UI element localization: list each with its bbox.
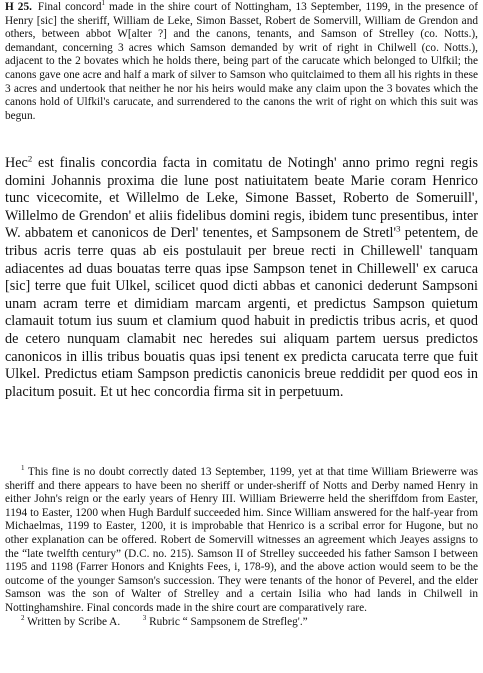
footnote-ref-2[interactable]: 2 [27,153,33,164]
summary-text: made in the shire court of Nottingham, 13 September, 1199, in the presence of Henry [sic] the sheriff, William de Leke, Simon Basset, Robert de Somervill, William de Grendon and others, between abbot W[alter ?] and the canons, tenants, and Samson of Strelley (co. Notts.), demandant, concerning 3 acres which Samson demanded by writ of right in Chilwell (co. Notts.), adjacent to the 2 bovates which he holds there, being part of the carucate which belonged to Ulfkil; the canons gave one acre and half a mark of silver to Samson who quitclaimed to them all his rights in these 3 acres and undertook that neither he nor his heirs would make any claim upon the 3 bovates which the canons hold of Ulfkil's carucate, and surrendered to the canons the writ of right on which this suit was begun. [5,1,479,122]
entry-number: H 25. [5,1,32,13]
latin-text [5,155,478,401]
footnote-ref-1[interactable]: 1 [101,0,106,8]
latin-body-a: est finalis concordia facta in comitatu de Notingh' anno primo regni regis domini Johannis proxima die lune post natiuitatem beate Marie coram Henrico tunc vicecomite, et Willelmo de Leke, Simone Basset, Roberto de Someruill', Willelmo de Grendon' et aliis fidelibus domini regis, ibidem tunc presentibus, inter W. abbatem et canonicos de Derl' tenentes, et Sampsonem de Stretl' [5,155,478,242]
footnote-2-text: Written by Scribe A. [24,615,121,628]
summary-lead: Final concord [37,1,102,13]
footnote-1-text: This fine is no doubt correctly dated 13 September, 1199, yet at that time William Briewerre was sheriff and there appears to have been no sheriff or under-sheriff of Notts and Derby named Henry in either John's reign or the early years of Henry III. William Briewerre held the sheriffdom from Easter, 1194 to Easter, 1200 when Hugh Bardulf succeeded him. Since William answered for the half-year from Michaelmas, 1199 to Easter, 1200, it is improbable that Henrico is a scribal error for Hugone, but no other explanation can be offered. Robert de Somervill witnesses an agreement which Jeayes assigns to the “late twelfth century” (D.C. no. 215). Samson II of Strelley succeeded his father Samson I between 1195 and 1198 (Farrer Honors and Knights Fees, i, 178-9), and the above action would seem to be the outcome of the younger Samson's succession. They were tenants of the honor of Peverel, and the elder Samson was the son of Walter of Strelley and a certain Isilia who had lands in Chilwell in Nottinghamshire. Final concords made in the shire court are comparatively rare. [5,466,478,614]
footnote-1 [5,466,478,616]
footnote-ref-3[interactable]: 3 [396,223,401,234]
footnote-2-3 [5,613,478,630]
footnote-marker-1: 1 [21,464,25,473]
latin-body-b: petentem, de tribus acris terre quas ab eis postulauit per breue recti in Chillewell' tanquam adiacentes ad duas bouatas terre quas ipse Sampson tenet in Chillewell' ex caruca [sic] terre que fuit Ulkel, scilicet quod dicti abbas et canonici dederunt Sampsoni unam acram terre et dimidiam marcam argenti, et predictus Sampson quietum clamauit totum ius suum et clamium quod habuit in predictis tribus acris, et quod de cetero nunquam clamabit nec heredes sui aliquam partem uersus predictos canonicos in illis tribus bouatis quas ipsi tenent ex predicta carucata terre que fuit Ulkel. Predictus etiam Sampson predictis canonicis breue reddidit per quod eos in placitum posuit. Et ut hec concordia firma sit in perpetuum. [5,225,478,400]
latin-lead: Hec [5,155,28,171]
footnotes [5,466,478,629]
footnote-marker-3: 3 [142,613,147,622]
footnote-marker-2: 2 [21,613,25,622]
footnote-3-text: Rubric “ Sampsonem de Strefleg'.” [146,615,308,628]
entry-summary [5,1,478,123]
